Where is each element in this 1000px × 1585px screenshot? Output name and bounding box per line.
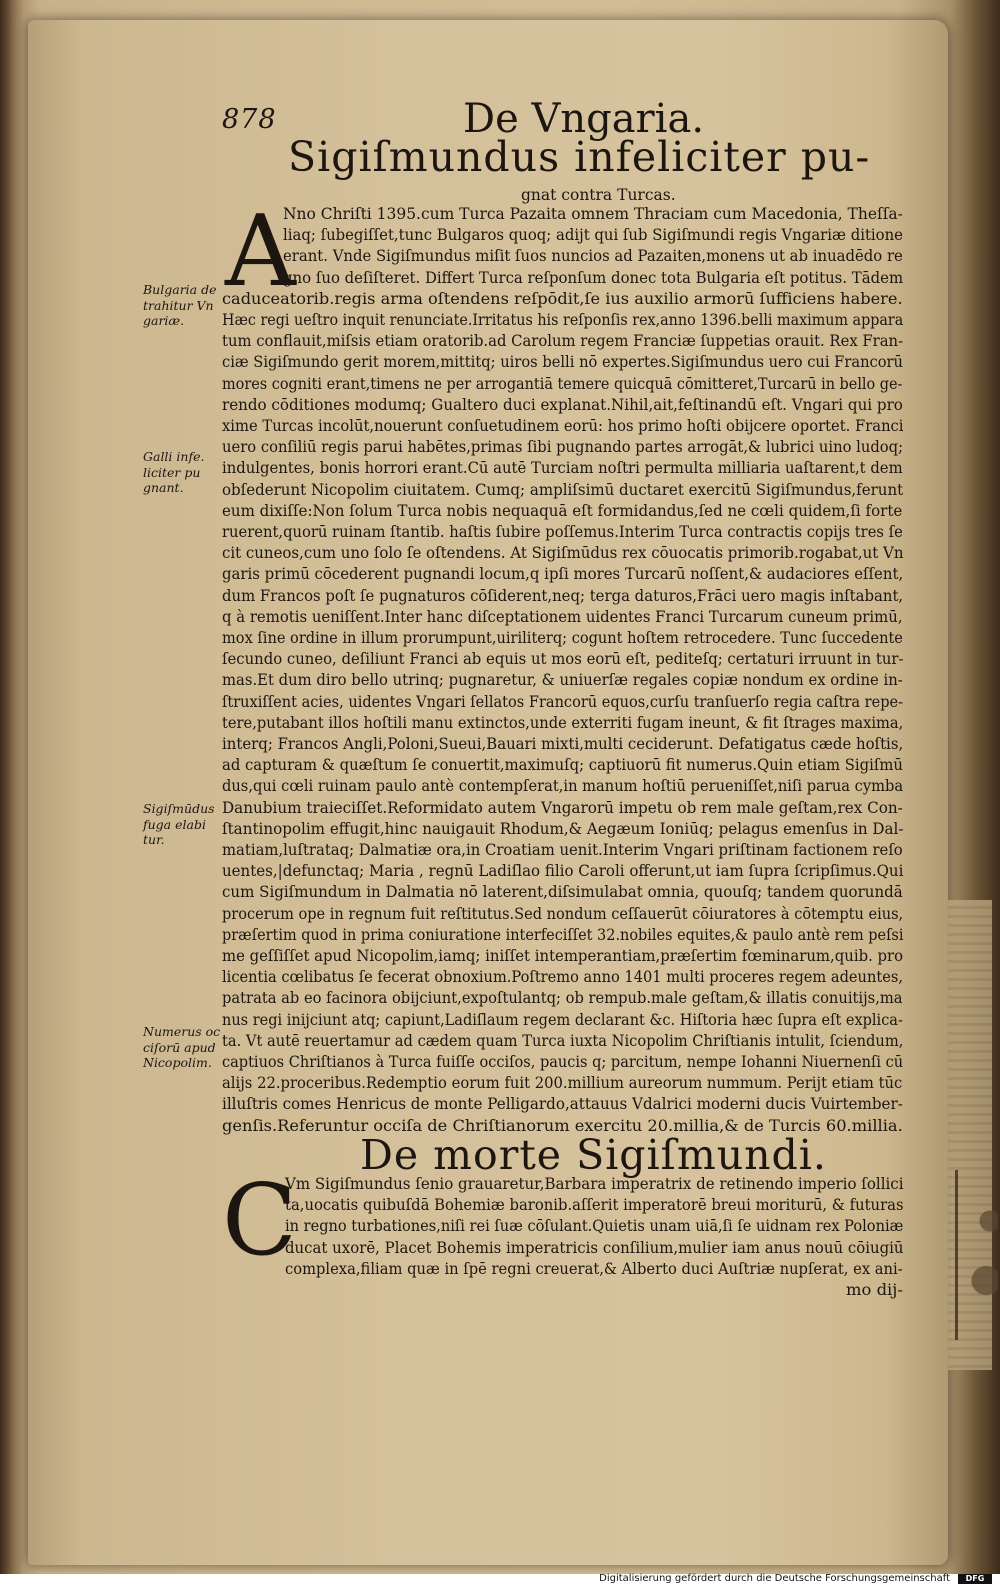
drop-capital: A bbox=[225, 195, 296, 309]
text-line: tere,putabant illos hoſtili manu extinctos,unde exterriti fugam ineunt, & fit ſtrages maxima, bbox=[222, 713, 904, 732]
text-line: alijs 22.proceribus.Redemptio eorum fuit 200.millium aureorum nummum. Perijt etiam tūc bbox=[222, 1074, 903, 1093]
text-line: procerum ope in regnum fuit reſtitutus.Sed nondum ceſſauerūt cōiuratores à cōtemptu eius, bbox=[222, 904, 904, 923]
text-line: erant. Vnde Sigiſmundus miſit ſuos nuncios ad Pazaiten,monens ut ab inuadēdo re bbox=[283, 247, 903, 266]
dfg-logo: DFG bbox=[958, 1574, 992, 1584]
text-line: me geſſiſſet apud Nicopolim,iamq; iniſſet intemperantiam,præſertim fœminarum,quib. pro bbox=[222, 947, 904, 965]
text-line: uentes,|defunctaq; Maria , regnū Ladiſlao filio Caroli offerunt,ut iam ſupra ſcripſimus.Qui bbox=[222, 862, 904, 881]
text-line: liaq; ſubegiſſet,tunc Bulgaros quoq; adijt qui ſub Sigiſmundi regis Vngariæ ditione bbox=[283, 226, 903, 245]
text-line: nus regi inijciunt atq; capiunt,Ladiſlaum regem declarant &c. Hiſtoria hæc ſupra eſt explica- bbox=[222, 1010, 903, 1029]
text-line: rendo cōditiones modumq; Gualtero duci explanat.Nihil,ait,feſtinandū eſt. Vngari qui pro bbox=[222, 395, 903, 414]
text-line: mas.Et dum diro bello utrinq; pugnaretur, & uniuerſæ regales copiæ nondum ex ordine in- bbox=[222, 671, 903, 690]
text-line: mo dij- bbox=[846, 1281, 903, 1299]
text-line: Hæc regi ueſtro inquit renunciate.Irritatus his reſponſis rex,anno 1396.belli maximum appara bbox=[222, 311, 904, 329]
text-line: ſtantinopolim effugit,hinc nauigauit Rhodum,& Aegæum Ioniūq; pelagus emenſus in Dal- bbox=[222, 819, 904, 838]
text-line: interq; Francos Angli,Poloni,Sueui,Bauari mixti,multi ceciderunt. Defatigatus cæde hoſtis, bbox=[222, 735, 904, 753]
text-line: cit cuneos,cum uno ſolo ſe oſtendens. At Sigiſmūdus rex cōuocatis primorib.rogabat,ut Vn bbox=[222, 544, 904, 563]
text-line: ſtruxiſſent acies, uidentes Vngari ſellatos Francorū equos,curſu tranſuerſo regia caſtra repe- bbox=[222, 692, 904, 711]
text-line: ta,uocatis quibuſdā Bohemiæ baronib.aſſerit imperatorē breui moriturū, & futuras bbox=[285, 1196, 904, 1215]
adjacent-page-ornament bbox=[955, 1170, 998, 1340]
text-line: patrata ab eo facinora obijciunt,expoſtulantq; ob rempub.male geſtam,& illatis conuitijs,ma bbox=[222, 989, 903, 1008]
text-line: complexa,filiam quæ in ſpē regni creuerat,& Alberto duci Auſtriæ nupſerat, ex ani- bbox=[285, 1259, 903, 1278]
text-line: obſederunt Nicopolim ciuitatem. Cumq; ampliſsimū ductaret exercitū Sigiſmundus,ferunt bbox=[222, 480, 904, 499]
chapter-title: De morte Sigiſmundi. bbox=[360, 1131, 827, 1179]
text-line: in regno turbationes,niſi rei ſuæ cōſulant.Quietis unam uiā,ſi ſe uidnam rex Poloniæ bbox=[285, 1217, 904, 1236]
text-line: licentia cœlibatus ſe fecerat obnoxium.Poſtremo anno 1401 multi proceres regem adeuntes, bbox=[222, 968, 903, 987]
page-number: 878 bbox=[222, 104, 277, 135]
text-line: garis primū cōcederent pugnandi locum,q ipſi mores Turcarū noſſent,& audaciores eſſent, bbox=[222, 565, 904, 584]
digitization-credit: Digitalisierung gefördert durch die Deutsche Forschungsgemeinschaft bbox=[599, 1573, 950, 1584]
text-line: tum conflauit,miſsis etiam oratorib.ad Carolum regem Franciæ ſuppetias orauit. Rex Fran- bbox=[222, 332, 904, 351]
text-line: Danubium traieciſſet.Reformidato autem Vngarorū impetu ob rem male geſtam,rex Con- bbox=[222, 798, 903, 817]
text-line: caduceatorib.regis arma oſtendens reſpōdit,ſe ius auxilio armorū ſufficiens habere. bbox=[222, 289, 903, 308]
chapter-title: Sigiſmundus infeliciter pu- bbox=[288, 133, 871, 181]
text-line: ducat uxorē, Placet Bohemis imperatricis conſilium,mulier iam anus nouū cōiugiū bbox=[285, 1238, 904, 1257]
text-line: Vm Sigiſmundus ſenio grauaretur,Barbara imperatrix de retinendo imperio ſollici bbox=[285, 1175, 904, 1193]
text-line: gno ſuo deſiſteret. Differt Turca reſponſum donec tota Bulgaria eſt potitus. Tādem bbox=[283, 268, 904, 287]
text-line: illuſtris comes Henricus de monte Pelligardo,attauus Vdalrici moderni ducis Vuirtember- bbox=[222, 1095, 903, 1114]
chapter-title-continuation: gnat contra Turcas. bbox=[521, 186, 676, 204]
text-line: captiuos Chriſtianos à Turca fuiſſe occiſos, paucis q; parcitum, nempe Iohanni Niuernenſi cū bbox=[222, 1053, 904, 1071]
text-line: mox ſine ordine in illum prorumpunt,uiriliterq; cogunt hoſtem retrocedere. Tunc ſuccedente bbox=[222, 629, 903, 647]
text-line: Nno Chriſti 1395.cum Turca Pazaita omnem Thraciam cum Macedonia, Theſſa- bbox=[283, 205, 903, 223]
text-line: ad capturam & quæſtum ſe conuertit,maximuſq; captiuorū fit numerus.Quin etiam Sigiſmū bbox=[222, 756, 903, 775]
text-line: indulgentes, bonis horrori erant.Cū autē Turciam noſtri permulta milliaria uaſtarent,t dem bbox=[222, 459, 903, 478]
text-line: ſecundo cuneo, deſiliunt Franci ab equis ut mos eorū eſt, pediteſq; certaturi irruunt in tur- bbox=[222, 650, 904, 669]
margin-note: Numerus oc ciſorū apud Nicopolim. bbox=[143, 1024, 221, 1070]
text-line: ta. Vt autē reuertamur ad cædem quam Turca iuxta Nicopolim Chriſtianis intulit, ſciendum, bbox=[222, 1031, 904, 1050]
text-line: ciæ Sigiſmundo gerit morem,mittitq; uiros belli nō expertes.Sigiſmundus uero cui Francorū bbox=[222, 353, 903, 372]
margin-note: Galli infe. liciter pu gnant. bbox=[143, 449, 205, 495]
margin-note: Sigiſmūdus fuga elabi tur. bbox=[143, 801, 215, 847]
text-line: eum dixiſſe:Non ſolum Turca nobis nequaquā eſt formidandus,ſed ne cœli quidem,ſi forte bbox=[222, 501, 903, 520]
text-line: præſertim quod in prima coniuratione interfeciſſet 32.nobiles equites,& paulo antè rem peſsi bbox=[222, 925, 904, 944]
running-head: De Vngaria. bbox=[463, 96, 705, 142]
text-line: uero conſiliū regis parui habētes,primas ſibi pugnando partes arrogāt,& lubrici uino ludoq; bbox=[222, 438, 904, 457]
text-line: xime Turcas incolūt,nouerunt conſuetudinem eorū: hos primo hoſti obijcere oportet. Franci bbox=[222, 417, 904, 435]
text-line: mores cogniti erant,timens ne per arrogantiā temere quicquā cōmitteret,Turcarū in bello ge- bbox=[222, 374, 903, 393]
text-line: matiam,luſtrataq; Dalmatiæ ora,in Croatiam uenit.Interim Vngari priſtinam factionem reſo bbox=[222, 841, 903, 859]
text-line: dus,qui cœli ruinam paulo antè contempſerat,in manum hoſtiū perueniſſet,niſi parua cymba bbox=[222, 777, 904, 796]
drop-capital: C bbox=[222, 1164, 297, 1278]
text-line: q à remotis ueniſſent.Inter hanc diſceptationem uidentes Franci Turcarum cuneum primū, bbox=[222, 607, 903, 626]
margin-note: Bulgaria de trahitur Vn gariæ. bbox=[143, 282, 217, 328]
text-line: ruerent,quorū ruinam ſtantib. haſtis ſubire poſſemus.Interim Turca contractis copijs tres ſe bbox=[222, 523, 903, 541]
text-line: dum Francos poſt ſe pugnaturos cōſiderent,neq; terga daturos,Frāci uero magis inſtabant, bbox=[222, 586, 904, 605]
text-line: cum Sigiſmundum in Dalmatia nō laterent,diſsimulabat omnia, quouſq; tandem quorundā bbox=[222, 883, 903, 902]
text-line: genſis.Referuntur occiſa de Chriſtianorum exercitu 20.millia,& de Turcis 60.millia. bbox=[222, 1116, 903, 1135]
